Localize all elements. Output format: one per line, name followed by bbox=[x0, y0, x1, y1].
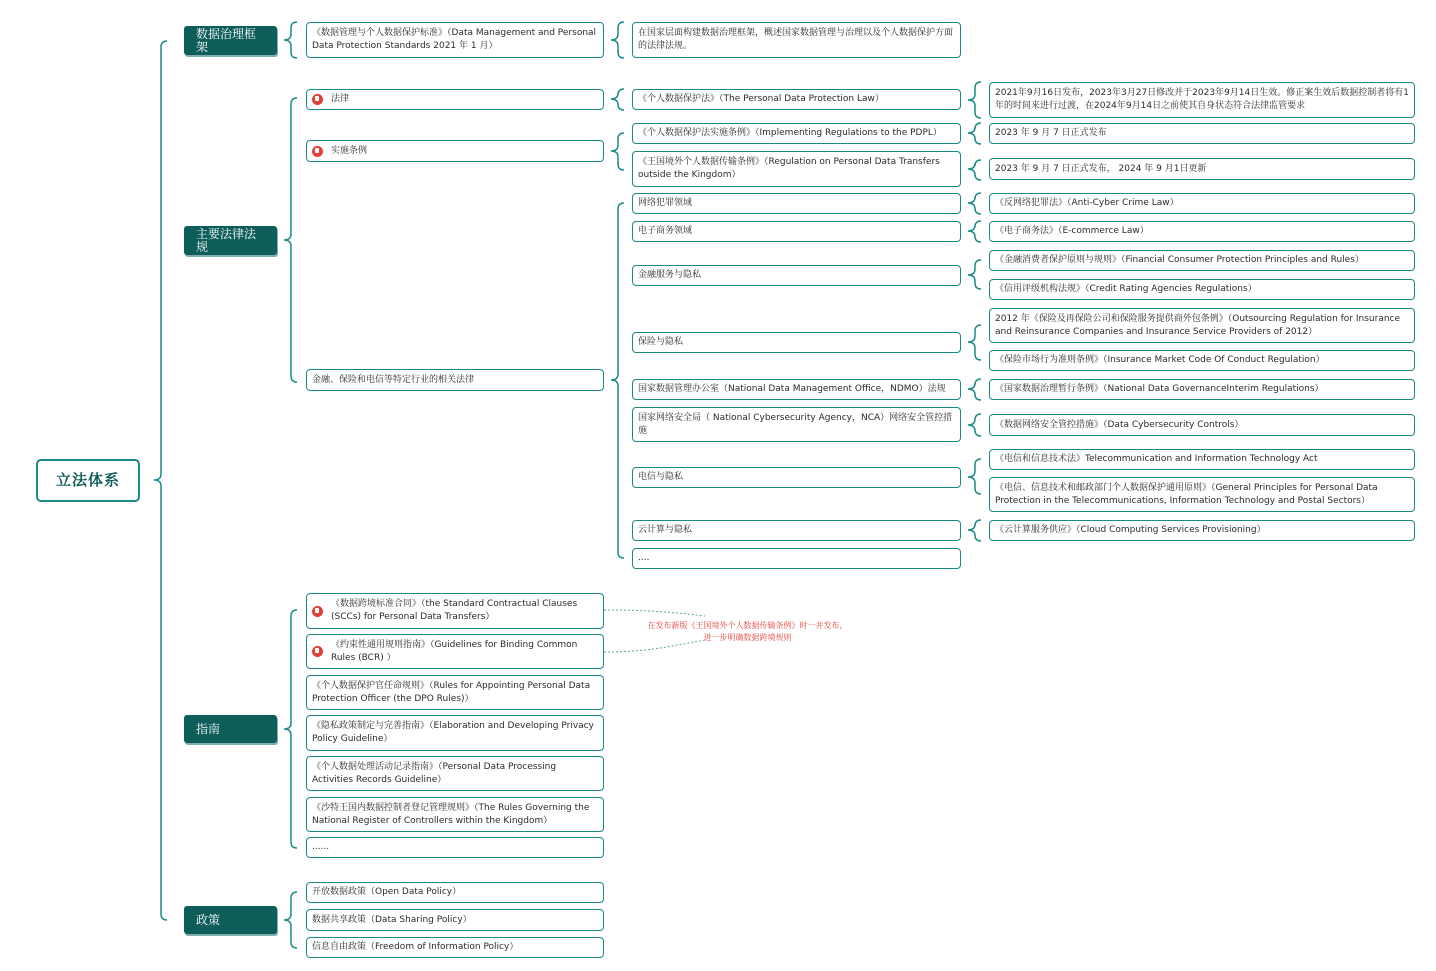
pdpl-node[interactable] bbox=[632, 89, 961, 110]
node-text: 国家数据管理办公室（National Data Management Office，NDMO）法规 bbox=[638, 384, 946, 394]
law-insurance-conduct[interactable] bbox=[989, 350, 1415, 371]
telecom-brace bbox=[968, 459, 981, 494]
guide-node-privacy-policy[interactable] bbox=[306, 715, 604, 751]
flag-icon bbox=[312, 606, 323, 617]
flag-icon bbox=[312, 94, 323, 105]
node-text: 《个人数据处理活动记录指南》（Personal Data Processing Activities Records Guideline） bbox=[312, 761, 557, 785]
node-text: 《金融消费者保护原则与规则》（Financial Consumer Protection Principles and Rules） bbox=[995, 255, 1364, 265]
node-text: 信息自由政策（Freedom of Information Policy） bbox=[312, 942, 519, 952]
category-label: 政策 bbox=[196, 912, 221, 927]
law-telecom-privacy-principles[interactable] bbox=[989, 477, 1415, 512]
node-text: 云计算与隐私 bbox=[638, 525, 693, 535]
node-text: 《数据管理与个人数据保护标准》（Data Management and Personal Data Protection Standards 2021 年 1 月） bbox=[312, 28, 597, 51]
node-text: 电子商务领域 bbox=[638, 226, 693, 236]
policy-node-open-data[interactable] bbox=[306, 882, 604, 903]
transfer-note-brace bbox=[968, 160, 981, 180]
category-policies[interactable] bbox=[184, 906, 277, 934]
impl-note-node[interactable] bbox=[989, 123, 1415, 144]
category-laws[interactable] bbox=[184, 226, 277, 255]
transfer-note-node[interactable] bbox=[989, 158, 1415, 180]
law-insurance-outsourcing[interactable] bbox=[989, 308, 1415, 343]
root-brace bbox=[154, 41, 167, 920]
sector-node-cybercrime[interactable] bbox=[632, 193, 961, 214]
node-text: ...... bbox=[312, 842, 330, 852]
nca-brace bbox=[968, 414, 981, 436]
transfer-guides-annotation: 在发布新版《王国境外个人数据传输条例》时一并发布，进一步明确数据跨境规则 bbox=[647, 621, 848, 642]
sector-node-finance[interactable] bbox=[632, 265, 961, 286]
node-text: 2012 年《保险及再保险公司和保险服务提供商外包条例》（Outsourcing Regulation for Insurance and Reinsurance Companies and Insurance Service Providers of 2012） bbox=[995, 313, 1401, 337]
sector-node-insurance[interactable] bbox=[632, 332, 961, 353]
impl-note-brace bbox=[968, 123, 981, 144]
node-text: 《王国境外个人数据传输条例》（Regulation on Personal Data Transfers outside the Kingdom） bbox=[638, 157, 940, 180]
node-text: 2021年9月16日发布，2023年3月27日修改并于2023年9月14日生效。修正案生效后数据控制者将有1年的时间来进行过渡，在2024年9月14日之前使其自身状态符合法律监管要求 bbox=[995, 88, 1409, 111]
law-data-cybersecurity[interactable] bbox=[989, 414, 1415, 436]
guide-node-records[interactable] bbox=[306, 756, 604, 791]
node-text: 《个人数据保护法》（The Personal Data Protection Law） bbox=[638, 94, 884, 104]
node-text: 《约束性通用规则指南》（Guidelines for Binding Common Rules (BCR) ） bbox=[331, 639, 578, 663]
law-cloud-computing[interactable] bbox=[989, 520, 1415, 541]
sector-brace bbox=[611, 203, 624, 558]
node-text: 网络犯罪领域 bbox=[638, 198, 693, 208]
cloud-brace bbox=[968, 520, 981, 541]
law-ndmo-interim[interactable] bbox=[989, 379, 1415, 400]
guide-node-register[interactable] bbox=[306, 797, 604, 832]
node-text: 在国家层面构建数据治理框架，概述国家数据管理与治理以及个人数据保护方面的法律法规。 bbox=[638, 28, 954, 51]
node-text: 《沙特王国内数据控制者登记管理规则》（The Rules Governing the National Register of Controllers within the Kingdom） bbox=[312, 802, 590, 826]
category-label: 数据治理框架 bbox=[196, 26, 257, 54]
node-text: 《隐私政策制定与完善指南》（Elaboration and Developing Privacy Policy Guideline） bbox=[312, 721, 594, 744]
sector-node-ndmo[interactable] bbox=[632, 379, 961, 400]
law-anti-cyber-crime[interactable] bbox=[989, 193, 1415, 214]
node-text: 金融服务与隐私 bbox=[638, 270, 702, 280]
node-text: 《反网络犯罪法》（Anti-Cyber Crime Law） bbox=[995, 198, 1179, 208]
node-text: 开放数据政策（Open Data Policy） bbox=[312, 887, 462, 897]
sector-node-cloud[interactable] bbox=[632, 520, 961, 541]
sector-node-more[interactable] bbox=[632, 548, 961, 569]
node-text: 《电信和信息技术法》Telecommunication and Information Technology Act bbox=[995, 454, 1318, 464]
node-text: 金融、保险和电信等特定行业的相关法律 bbox=[312, 374, 475, 385]
category-framework[interactable] bbox=[184, 26, 277, 55]
guides-brace bbox=[284, 610, 297, 848]
node-text: 数据共享政策（Data Sharing Policy） bbox=[312, 914, 472, 925]
law-node[interactable] bbox=[306, 89, 604, 110]
node-text: 《电信、信息技术和邮政部门个人数据保护通用原则》（General Principles for Personal Data Protection in the Telecommunications, Information Technology and Postal Sectors） bbox=[995, 482, 1378, 506]
framework-description-node[interactable] bbox=[632, 22, 961, 58]
guide-node-more[interactable] bbox=[306, 837, 604, 858]
laws-brace bbox=[284, 98, 297, 382]
sector-laws-node[interactable] bbox=[306, 369, 604, 391]
flag-icon bbox=[312, 646, 323, 657]
node-text: 《个人数据保护官任命规则》（Rules for Appointing Personal Data Protection Officer (the DPO Rules)） bbox=[312, 680, 591, 704]
law-credit-rating[interactable] bbox=[989, 279, 1415, 300]
node-text: 2023 年 9 月 7 日正式发布， 2024 年 9 月1日更新 bbox=[995, 163, 1207, 174]
guide-node-bcr[interactable] bbox=[306, 634, 604, 669]
node-text: 《个人数据保护法实施条例》（Implementing Regulations to the PDPL） bbox=[638, 128, 942, 138]
insurance-brace bbox=[968, 325, 981, 360]
cyber-brace bbox=[968, 193, 981, 214]
node-text: 《数据跨境标准合同》（the Standard Contractual Clauses (SCCs) for Personal Data Transfers） bbox=[331, 599, 578, 622]
node-text: 《云计算服务供应》（Cloud Computing Services Provisioning） bbox=[995, 525, 1266, 535]
policy-node-foi[interactable] bbox=[306, 937, 604, 958]
node-text: 国家网络安全局（ National Cybersecurity Agency，NCA）网络安全管控措施 bbox=[638, 412, 953, 436]
ndmo-brace bbox=[968, 379, 981, 400]
category-guides[interactable] bbox=[184, 715, 277, 743]
node-text: 保险与隐私 bbox=[638, 337, 684, 347]
node-text: 法律 bbox=[331, 94, 350, 104]
node-text: 2023 年 9 月 7 日正式发布 bbox=[995, 128, 1107, 138]
ecom-brace bbox=[968, 221, 981, 242]
root-label: 立法体系 bbox=[55, 471, 120, 489]
node-text: 实施条例 bbox=[331, 145, 368, 156]
pdpl-implementing-regulations-node[interactable] bbox=[632, 123, 961, 144]
data-transfer-regulation-node[interactable] bbox=[632, 151, 961, 187]
sector-node-nca[interactable] bbox=[632, 407, 961, 442]
flag-icon bbox=[312, 146, 323, 157]
finance-brace bbox=[968, 260, 981, 289]
category-label: 主要法律法规 bbox=[196, 226, 257, 254]
framework-brace bbox=[284, 22, 297, 58]
guide-node-dpo[interactable] bbox=[306, 675, 604, 710]
law-telecom-it-act[interactable] bbox=[989, 449, 1415, 470]
node-text: 电信与隐私 bbox=[638, 472, 684, 482]
pdpl-note-node[interactable] bbox=[989, 82, 1415, 118]
pdpl-note-brace bbox=[968, 82, 981, 118]
guide-node-sccs[interactable] bbox=[306, 593, 604, 629]
node-text: 《保险市场行为准则条例》（Insurance Market Code Of Conduct Regulation） bbox=[995, 355, 1325, 365]
sector-node-telecom[interactable] bbox=[632, 467, 961, 488]
node-text: .... bbox=[638, 553, 650, 563]
framework-desc-brace bbox=[611, 22, 624, 58]
regulations-brace bbox=[611, 133, 624, 170]
node-text: 《信用评级机构法规》（Credit Rating Agencies Regulations） bbox=[995, 284, 1257, 294]
root-node[interactable] bbox=[36, 459, 140, 502]
law-ecommerce[interactable] bbox=[989, 221, 1415, 242]
framework-standard-node[interactable] bbox=[306, 22, 604, 58]
sector-node-ecommerce[interactable] bbox=[632, 221, 961, 242]
policy-node-data-sharing[interactable] bbox=[306, 909, 604, 931]
node-text: 《数据网络安全管控措施》（Data Cybersecurity Controls） bbox=[995, 419, 1244, 430]
node-text: 《国家数据治理暂行条例》（National Data GovernanceInterim Regulations） bbox=[995, 384, 1324, 394]
implementing-regulations-node[interactable] bbox=[306, 140, 604, 162]
annotation-link-sccs bbox=[604, 610, 705, 616]
policies-brace bbox=[284, 892, 297, 948]
node-text: 《电子商务法》（E-commerce Law） bbox=[995, 226, 1149, 236]
law-financial-consumer[interactable] bbox=[989, 250, 1415, 271]
law-brace bbox=[611, 89, 624, 110]
category-label: 指南 bbox=[196, 721, 221, 736]
